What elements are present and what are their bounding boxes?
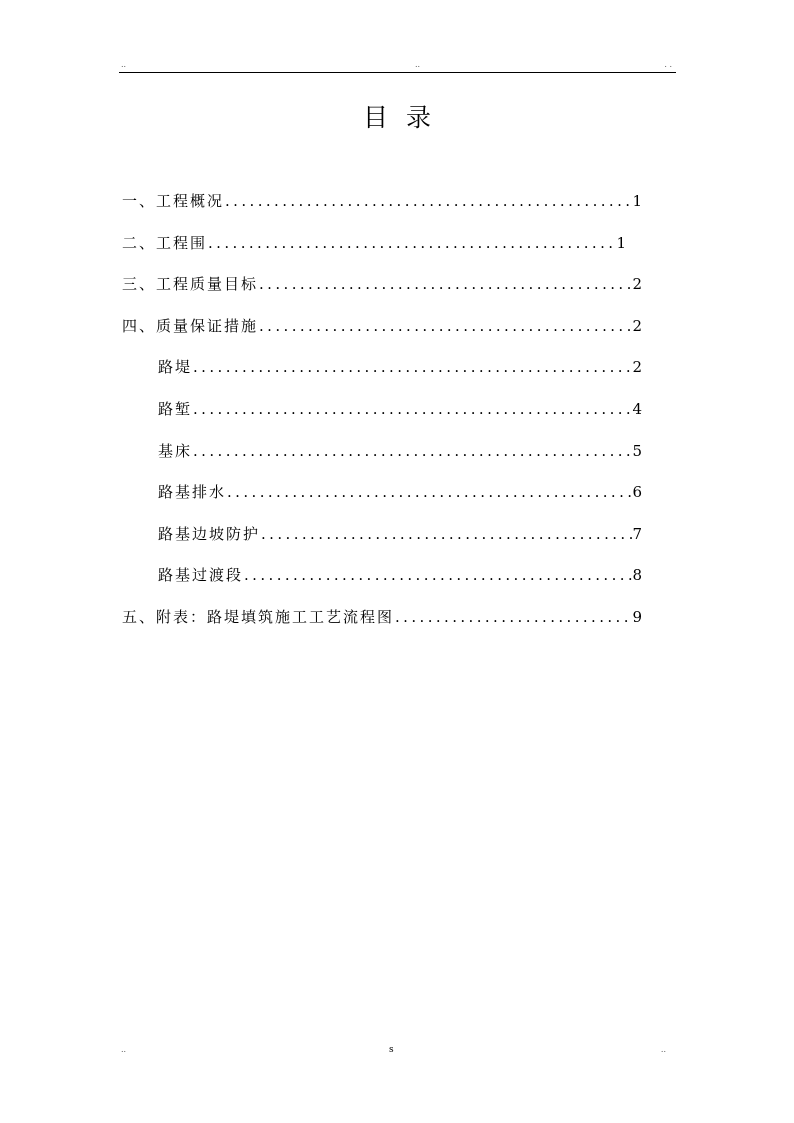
toc-leader-dots: [193, 396, 632, 422]
toc-entry-label: 四、质量保证措施: [122, 316, 259, 335]
toc-entry-page: 7: [632, 524, 642, 543]
header-center-mark: ..: [415, 60, 421, 69]
toc-entry-transition-section[interactable]: [122, 562, 642, 604]
toc-leader-dots: [227, 479, 632, 505]
footer-left-mark: ..: [121, 1045, 127, 1054]
header-right-mark: . .: [664, 60, 672, 69]
toc-entry-overview[interactable]: [122, 188, 642, 230]
toc-leader-dots: [259, 271, 632, 297]
toc-leader-dots: [261, 521, 632, 547]
toc-entry-page: 5: [632, 441, 642, 460]
toc-leader-dots: [208, 230, 616, 256]
toc-leader-dots: [193, 354, 632, 380]
toc-entry-subgrade-bed[interactable]: [122, 438, 642, 480]
toc-entry-page: 2: [632, 358, 642, 377]
toc-entry-label: 路基边坡防护: [158, 524, 261, 543]
toc-entry-label: 三、工程质量目标: [122, 275, 259, 294]
toc-leader-dots: [225, 188, 632, 214]
toc-leader-dots: [193, 438, 632, 464]
footer-center-mark: s: [389, 1045, 394, 1055]
toc-entry-quality-goal[interactable]: [122, 271, 642, 313]
header-left-mark: ..: [121, 60, 127, 69]
toc-entry-label: 五、附表：路堤填筑施工工艺流程图: [122, 607, 395, 626]
toc-entry-cutting[interactable]: [122, 396, 642, 438]
toc-entry-page: 2: [632, 275, 642, 294]
toc-entry-page: 4: [632, 399, 642, 418]
toc-entry-label: 路堤: [158, 358, 193, 377]
toc-entry-label: 一、工程概况: [122, 192, 225, 210]
toc-entry-label: 二、工程围: [122, 233, 208, 252]
toc-entry-slope-protection[interactable]: [122, 521, 642, 563]
toc-entry-page: 9: [632, 607, 642, 626]
toc-leader-dots: [395, 604, 632, 630]
toc-entry-page: 2: [632, 316, 642, 335]
toc-entry-page: 8: [632, 566, 642, 585]
toc-entry-appendix[interactable]: [122, 604, 642, 646]
toc-entry-page: 6: [632, 483, 642, 502]
toc-leader-dots: [259, 313, 632, 339]
toc-entry-quality-measures[interactable]: [122, 313, 642, 355]
footer-right-mark: ..: [660, 1045, 666, 1054]
toc-entry-scope[interactable]: [122, 230, 626, 272]
toc-leader-dots: [244, 562, 632, 588]
table-of-contents: [122, 188, 642, 646]
toc-entry-embankment[interactable]: [122, 354, 642, 396]
toc-entry-label: 路基过渡段: [158, 566, 244, 585]
page-header: [119, 60, 676, 73]
toc-entry-drainage[interactable]: [122, 479, 642, 521]
toc-entry-page: 1: [616, 233, 626, 252]
page-title: 目录: [362, 103, 449, 132]
toc-entry-label: 路堑: [158, 399, 193, 418]
toc-entry-label: 基床: [158, 441, 193, 460]
toc-entry-label: 路基排水: [158, 483, 227, 502]
toc-entry-page: 1: [632, 192, 642, 210]
